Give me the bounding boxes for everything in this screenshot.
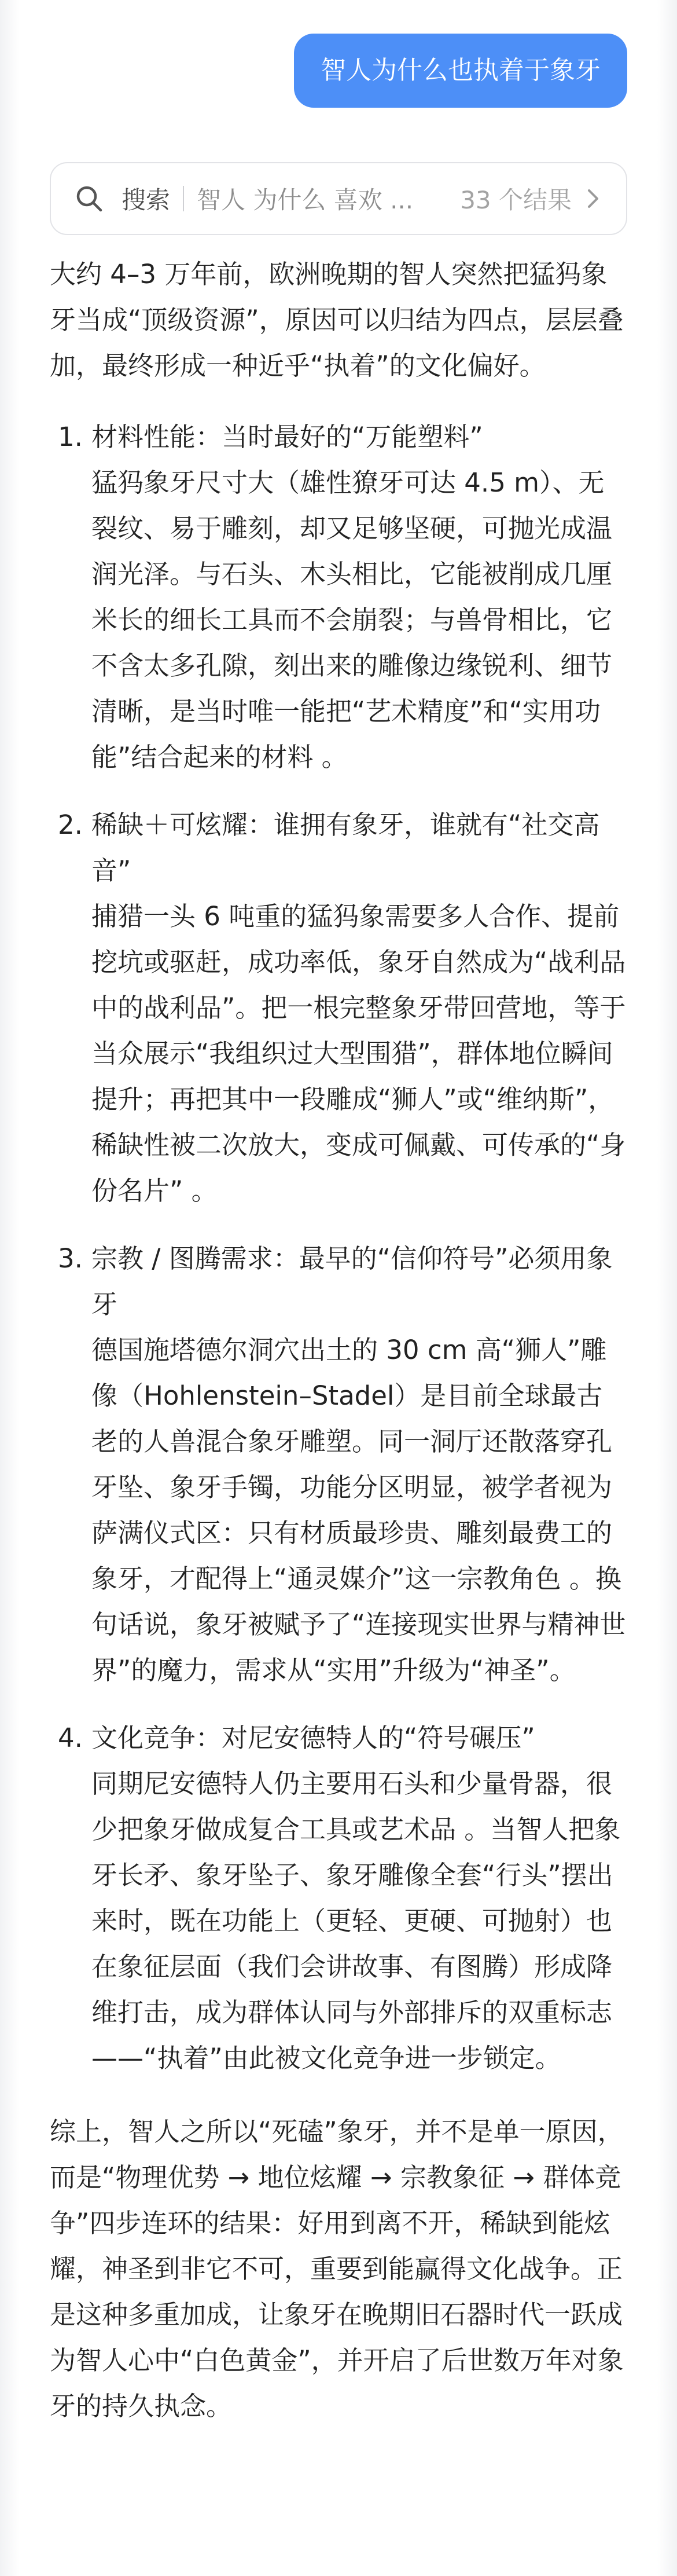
search-icon — [74, 184, 104, 214]
answer-intro: 大约 4–3 万年前，欧洲晚期的智人突然把猛犸象牙当成“顶级资源”，原因可以归结为四点，层层叠加，最终形成一种近乎“执着”的文化偏好。 — [50, 259, 624, 381]
list-item-title: 宗教 / 图腾需求：最早的“信仰符号”必须用象牙 — [91, 1243, 613, 1320]
chevron-right-icon[interactable] — [584, 187, 602, 210]
list-item — [50, 414, 628, 780]
list-item — [50, 802, 628, 1214]
search-label: 搜索 — [122, 186, 171, 214]
list-item-body: 捕猎一头 6 吨重的猛犸象需要多人合作、提前挖坑或驱赶，成功率低，象牙自然成为“战利品中的战利品”。把一根完整象牙带回营地，等于当众展示“我组织过大型围猎”，群体地位瞬间提升；再把其中一段雕成“狮人”或“维纳斯”，稀缺性被二次放大，变成可佩戴、可传承的“身份名片” 。 — [91, 901, 626, 1206]
list-item-title: 稀缺＋可炫耀：谁拥有象牙，谁就有“社交高音” — [91, 809, 600, 886]
user-message-bubble[interactable]: 智人为什么也执着于象牙 — [294, 34, 627, 108]
list-item-number: 1. — [58, 422, 83, 452]
search-divider — [183, 186, 184, 211]
list-item-title: 文化竞争：对尼安德特人的“符号碾压” — [91, 1723, 535, 1753]
list-item — [50, 1715, 628, 2081]
list-item-number: 4. — [58, 1723, 83, 1753]
search-query-text: 智人 为什么 喜欢 ... — [197, 186, 414, 214]
list-item-body: 德国施塔德尔洞穴出土的 30 cm 高“狮人”雕像（Hohlenstein–Stadel）是目前全球最古老的人兽混合象牙雕塑。同一洞厅还散落穿孔牙坠、象牙手镯，功能分区明显，被学者视为萨满仪式区：只有材质最珍贵、雕刻最费工的象牙，才配得上“通灵媒介”这一宗教角色 。换句话说，象牙被赋予了“连接现实世界与精神世界”的魔力，需求从“实用”升级为“神圣”。 — [91, 1335, 626, 1685]
assistant-answer — [50, 251, 628, 2429]
list-item-body: 猛犸象牙尺寸大（雄性獠牙可达 4.5 m）、无裂纹、易于雕刻，却又足够坚硬，可抛光成温润光泽。与石头、木头相比，它能被削成几厘米长的细长工具而不会崩裂；与兽骨相比，它不含太多孔隙，刻出来的雕像边缘锐利、细节清晰，是当时唯一能把“艺术精度”和“实用功能”结合起来的材料 。 — [91, 467, 613, 772]
answer-conclusion: 综上，智人之所以“死磕”象牙，并不是单一原因，而是“物理优势 → 地位炫耀 → 宗教象征 → 群体竞争”四步连环的结果：好用到离不开，稀缺到能炫耀，神圣到非它不可，重要到能赢得文化战争。正是这种多重加成，让象牙在晚期旧石器时代一跃成为智人心中“白色黄金”，并开启了后世数万年对象牙的持久执念。 — [50, 2116, 624, 2421]
list-item-title: 材料性能：当时最好的“万能塑料” — [91, 422, 483, 452]
left-edge-shadow — [0, 0, 20, 2576]
list-item-number: 2. — [58, 809, 83, 840]
user-message-row — [294, 34, 627, 108]
search-result-count: 33 个结果 — [460, 186, 572, 214]
list-item — [50, 1236, 628, 1693]
list-item-body: 同期尼安德特人仍主要用石头和少量骨器，很少把象牙做成复合工具或艺术品 。当智人把象牙长矛、象牙坠子、象牙雕像全套“行头”摆出来时，既在功能上（更轻、更硬、可抛射）也在象征层面（我们会讲故事、有图腾）形成降维打击，成为群体认同与外部排斥的双重标志——“执着”由此被文化竞争进一步锁定。 — [91, 1768, 621, 2073]
list-item-number: 3. — [58, 1243, 83, 1274]
search-results-bar[interactable] — [50, 162, 627, 235]
right-edge-shadow — [657, 0, 677, 2576]
